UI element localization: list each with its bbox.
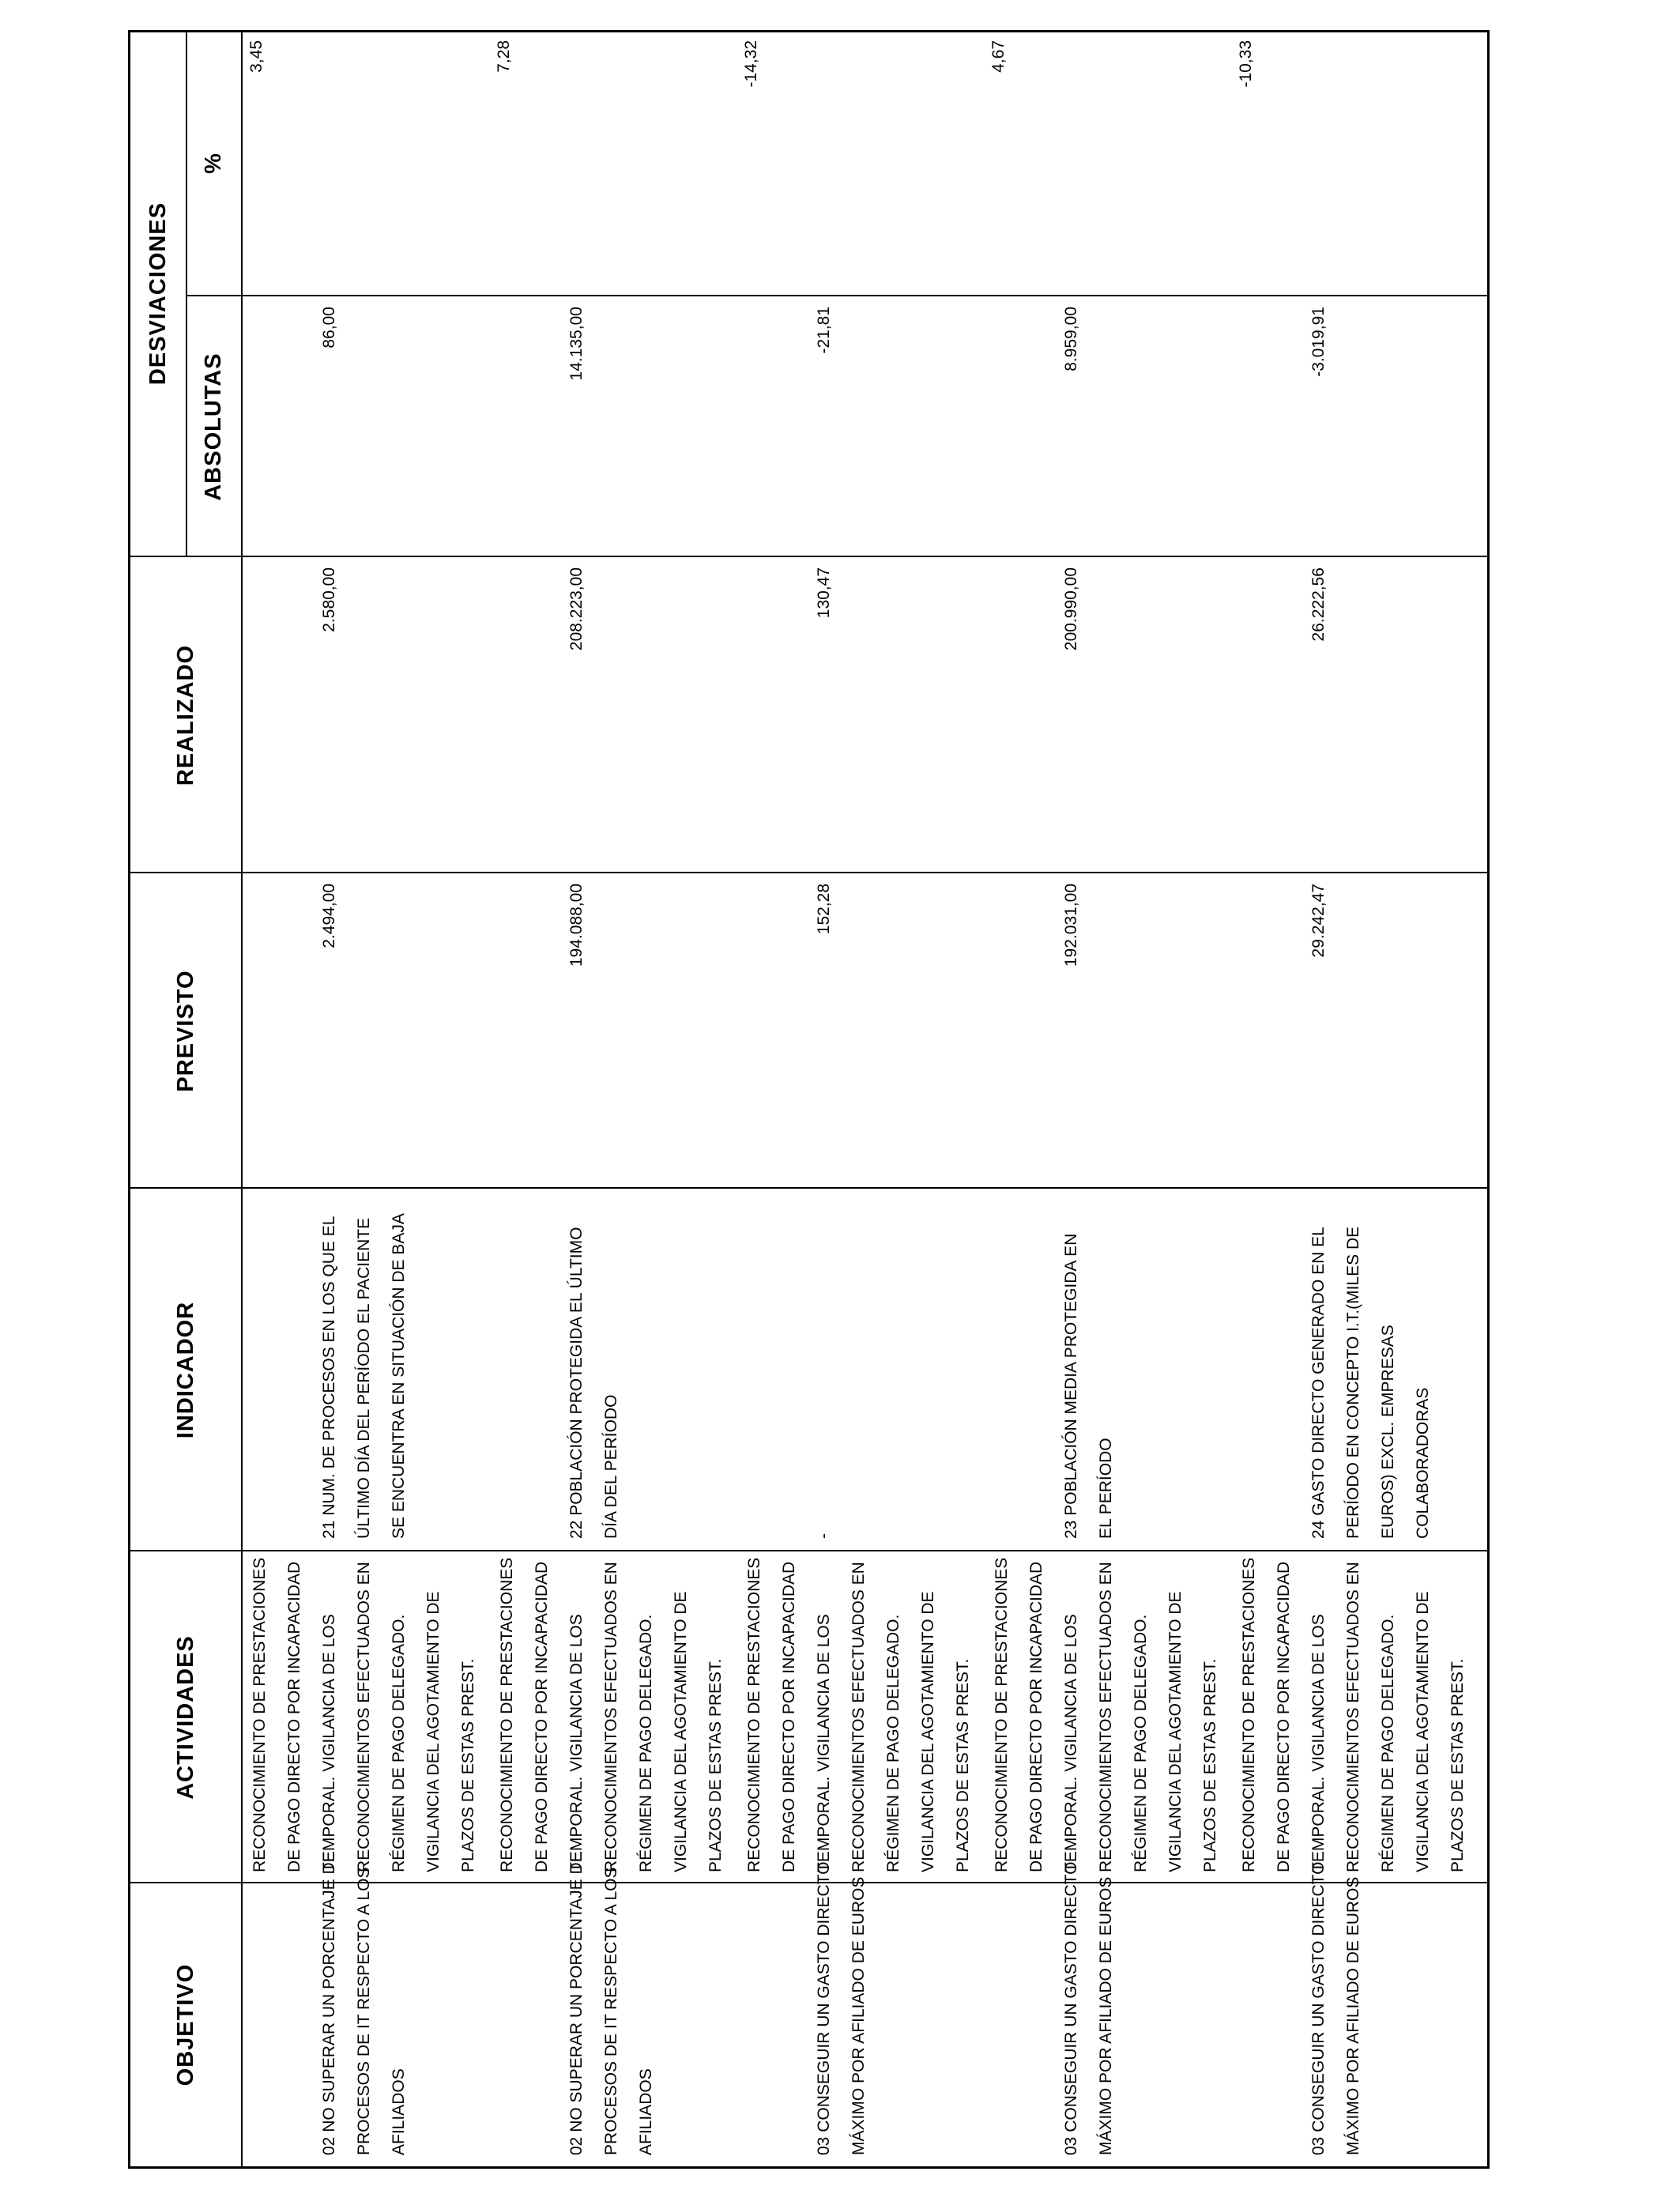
- previsto-value: 152,28: [815, 884, 833, 935]
- indicador-line: 23 POBLACIÓN MEDIA PROTEGIDA EN: [1062, 1233, 1080, 1539]
- actividades-line: DE PAGO DIRECTO POR INCAPACIDAD: [1275, 1561, 1293, 1872]
- actividades-line: PLAZOS DE ESTAS PREST.: [459, 1658, 477, 1872]
- actividades-line: DE PAGO DIRECTO POR INCAPACIDAD: [533, 1561, 551, 1872]
- pct-value: 3,45: [247, 40, 266, 73]
- header-realizado: REALIZADO: [172, 644, 198, 786]
- objetivo-line: PROCESOS DE IT RESPECTO A LOS: [355, 1867, 373, 2155]
- actividades-line: PLAZOS DE ESTAS PREST.: [954, 1658, 972, 1872]
- indicador-line: 21 NUM. DE PROCESOS EN LOS QUE EL: [320, 1216, 338, 1539]
- objetivo-line: 02 NO SUPERAR UN PORCENTAJE DE: [320, 1851, 338, 2155]
- table-row: [1232, 32, 1479, 2166]
- actividades-line: VIGILANCIA DEL AGOTAMIENTO DE: [424, 1591, 443, 1872]
- pct-value: -10,33: [1237, 40, 1255, 88]
- actividades-line: TEMPORAL. VIGILANCIA DE LOS: [1062, 1614, 1080, 1872]
- actividades-line: RECONOCIMIENTOS EFECTUADOS EN: [602, 1562, 620, 1872]
- actividades-line: TEMPORAL. VIGILANCIA DE LOS: [567, 1614, 586, 1872]
- previsto-value: 2.494,00: [320, 884, 338, 948]
- realizado-value: 26.222,56: [1309, 567, 1328, 642]
- absolutas-value: 86,00: [320, 307, 338, 349]
- header-absolutas: ABSOLUTAS: [200, 352, 226, 501]
- realizado-value: 130,47: [815, 567, 833, 619]
- actividades-line: RECONOCIMIENTO DE PRESTACIONES: [745, 1557, 763, 1872]
- objetivo-line: 02 NO SUPERAR UN PORCENTAJE DE: [567, 1851, 586, 2155]
- actividades-line: RECONOCIMIENTOS EFECTUADOS EN: [1344, 1562, 1362, 1872]
- indicator-table: [128, 30, 1490, 2169]
- indicador-line: EUROS) EXCL. EMPRESAS: [1379, 1325, 1397, 1539]
- actividades-line: VIGILANCIA DEL AGOTAMIENTO DE: [672, 1591, 690, 1872]
- objetivo-line: 03 CONSEGUIR UN GASTO DIRECTO: [815, 1861, 833, 2155]
- header-actividades: ACTIVIDADES: [172, 1635, 198, 1800]
- realizado-value: 208.223,00: [567, 567, 586, 651]
- header-objetivo: OBJETIVO: [172, 1963, 198, 2087]
- pct-value: 4,67: [989, 40, 1008, 73]
- objetivo-line: PROCESOS DE IT RESPECTO A LOS: [602, 1867, 620, 2155]
- previsto-value: 29.242,47: [1309, 884, 1328, 958]
- previsto-value: 194.088,00: [567, 884, 586, 967]
- table-row: [985, 32, 1232, 2166]
- actividades-line: DE PAGO DIRECTO POR INCAPACIDAD: [1027, 1561, 1045, 1872]
- objetivo-line: MÁXIMO POR AFILIADO DE EUROS: [1097, 1876, 1115, 2155]
- actividades-line: RÉGIMEN DE PAGO DELEGADO.: [1132, 1614, 1150, 1872]
- indicador-line: 24 GASTO DIRECTO GENERADO EN EL: [1309, 1227, 1328, 1539]
- actividades-line: PLAZOS DE ESTAS PREST.: [706, 1658, 725, 1872]
- actividades-line: RECONOCIMIENTOS EFECTUADOS EN: [1097, 1562, 1115, 1872]
- actividades-line: TEMPORAL. VIGILANCIA DE LOS: [320, 1614, 338, 1872]
- pct-value: -14,32: [742, 40, 760, 88]
- previsto-value: 192.031,00: [1062, 884, 1080, 967]
- table-row: [243, 32, 490, 2166]
- actividades-line: RÉGIMEN DE PAGO DELEGADO.: [390, 1614, 408, 1872]
- absolutas-value: 14.135,00: [567, 307, 586, 381]
- indicador-line: SE ENCUENTRA EN SITUACIÓN DE BAJA: [390, 1213, 408, 1539]
- indicador-line: PERÍODO EN CONCEPTO I.T.(MILES DE: [1344, 1226, 1362, 1539]
- actividades-line: RECONOCIMIENTO DE PRESTACIONES: [498, 1557, 516, 1872]
- indicador-line: ÚLTIMO DÍA DEL PERÍODO EL PACIENTE: [355, 1217, 373, 1539]
- actividades-line: RÉGIMEN DE PAGO DELEGADO.: [1379, 1614, 1397, 1872]
- header-indicador: INDICADOR: [172, 1301, 198, 1439]
- actividades-line: VIGILANCIA DEL AGOTAMIENTO DE: [919, 1591, 937, 1872]
- actividades-line: DE PAGO DIRECTO POR INCAPACIDAD: [285, 1561, 303, 1872]
- header-desviaciones: DESVIACIONES: [145, 202, 171, 386]
- indicador-line: -: [815, 1533, 833, 1539]
- actividades-line: TEMPORAL. VIGILANCIA DE LOS: [1309, 1614, 1328, 1872]
- actividades-line: RECONOCIMIENTO DE PRESTACIONES: [1240, 1557, 1258, 1872]
- table-row: [737, 32, 985, 2166]
- header-pct: %: [200, 153, 226, 174]
- actividades-line: TEMPORAL. VIGILANCIA DE LOS: [815, 1614, 833, 1872]
- indicador-line: EL PERÍODO: [1097, 1438, 1115, 1539]
- absolutas-value: 8.959,00: [1062, 307, 1080, 371]
- actividades-line: DE PAGO DIRECTO POR INCAPACIDAD: [780, 1561, 798, 1872]
- objetivo-line: MÁXIMO POR AFILIADO DE EUROS: [1344, 1876, 1362, 2155]
- objetivo-line: AFILIADOS: [637, 2068, 655, 2155]
- actividades-line: RÉGIMEN DE PAGO DELEGADO.: [884, 1614, 902, 1872]
- absolutas-value: -21,81: [815, 307, 833, 354]
- actividades-line: RÉGIMEN DE PAGO DELEGADO.: [637, 1614, 655, 1872]
- actividades-line: PLAZOS DE ESTAS PREST.: [1448, 1658, 1467, 1872]
- realizado-value: 200.990,00: [1062, 567, 1080, 651]
- indicador-line: 22 POBLACIÓN PROTEGIDA EL ÚLTIMO: [567, 1227, 586, 1539]
- indicador-line: DÍA DEL PERÍODO: [602, 1394, 620, 1539]
- realizado-value: 2.580,00: [320, 567, 338, 632]
- objetivo-line: 03 CONSEGUIR UN GASTO DIRECTO: [1062, 1861, 1080, 2155]
- objetivo-line: 03 CONSEGUIR UN GASTO DIRECTO: [1309, 1861, 1328, 2155]
- actividades-line: RECONOCIMIENTOS EFECTUADOS EN: [355, 1562, 373, 1872]
- objetivo-line: MÁXIMO POR AFILIADO DE EUROS: [849, 1876, 868, 2155]
- pct-value: 7,28: [495, 40, 513, 73]
- actividades-line: VIGILANCIA DEL AGOTAMIENTO DE: [1166, 1591, 1185, 1872]
- indicador-line: COLABORADORAS: [1414, 1387, 1432, 1539]
- actividades-line: RECONOCIMIENTOS EFECTUADOS EN: [849, 1562, 868, 1872]
- actividades-line: PLAZOS DE ESTAS PREST.: [1201, 1658, 1219, 1872]
- actividades-line: RECONOCIMIENTO DE PRESTACIONES: [993, 1557, 1011, 1872]
- absolutas-value: -3.019,91: [1309, 307, 1328, 377]
- objetivo-line: AFILIADOS: [390, 2068, 408, 2155]
- actividades-line: VIGILANCIA DEL AGOTAMIENTO DE: [1414, 1591, 1432, 1872]
- table-row: [490, 32, 737, 2166]
- actividades-line: RECONOCIMIENTO DE PRESTACIONES: [250, 1557, 269, 1872]
- header-previsto: PREVISTO: [172, 970, 198, 1092]
